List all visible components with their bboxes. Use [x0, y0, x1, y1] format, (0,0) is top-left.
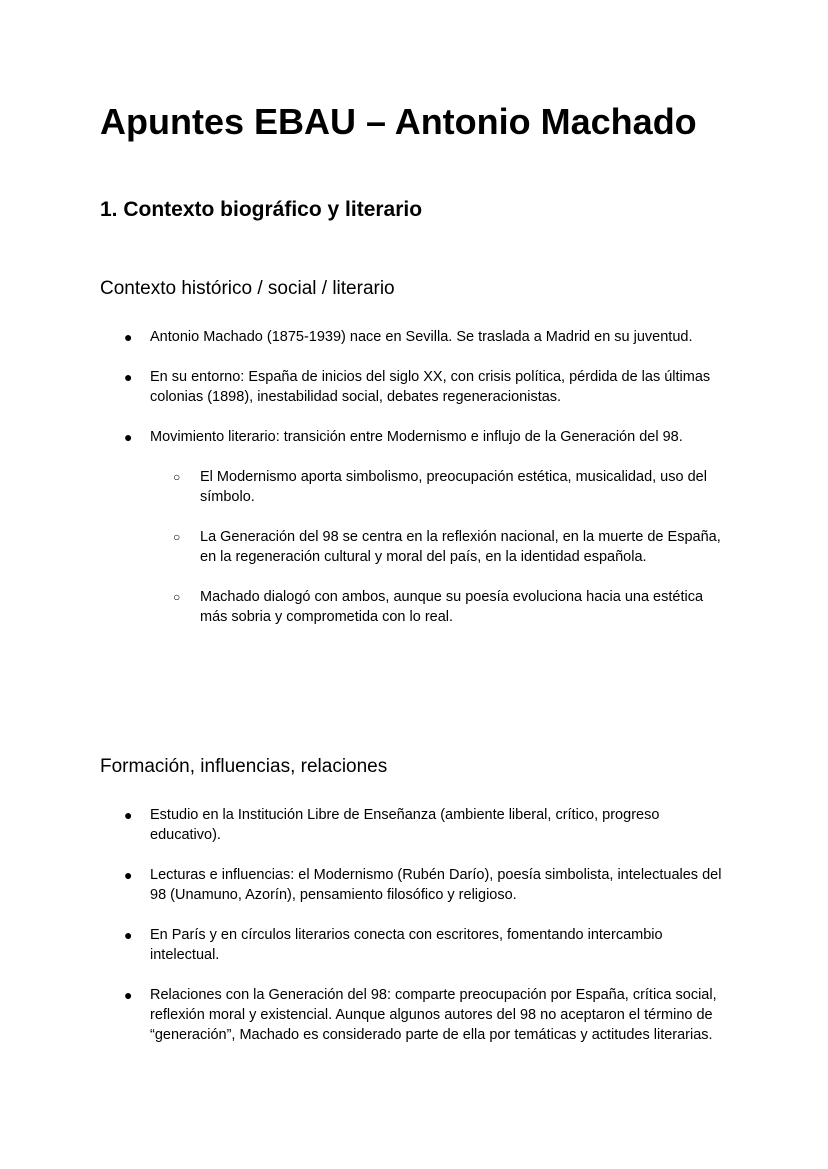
hollow-bullet-icon: ○: [173, 590, 181, 604]
sub-list-item: [0, 467, 725, 507]
subsection-heading-context: Contexto histórico / social / literario: [100, 278, 395, 299]
bullet-icon: ●: [124, 987, 133, 1003]
list-item-text: El Modernismo aporta simbolismo, preocupación estética, musicalidad, uso del símbolo.: [200, 469, 707, 505]
bullet-icon: ●: [124, 369, 133, 385]
list-item: [0, 427, 725, 447]
list-item-text: Lecturas e influencias: el Modernismo (Rubén Darío), poesía simbolista, intelectuales del 98 (Unamuno, Azorín), pensamiento filosófico y religioso.: [150, 867, 722, 903]
hollow-bullet-icon: ○: [173, 530, 181, 544]
list-item-text: Relaciones con la Generación del 98: comparte preocupación por España, crítica social, reflexión moral y existencial. Aunque algunos autores del 98 no aceptaron el término de “generación”, Machado es considerado parte de ella por temáticas y actitudes literarias.: [150, 987, 717, 1043]
list-item-text: Movimiento literario: transición entre Modernismo e influjo de la Generación del 98.: [150, 429, 683, 445]
list-item-text: La Generación del 98 se centra en la reflexión nacional, en la muerte de España, en la regeneración cultural y moral del país, en la identidad española.: [200, 529, 721, 565]
bullet-list-formation: [0, 805, 828, 1065]
bullet-icon: ●: [124, 867, 133, 883]
list-item-text: Machado dialogó con ambos, aunque su poesía evoluciona hacia una estética más sobria y comprometida con lo real.: [200, 589, 704, 625]
sub-list-item: [0, 527, 725, 567]
list-item: [0, 925, 725, 965]
list-item: [0, 327, 725, 347]
document-title: Apuntes EBAU – Antonio Machado: [100, 101, 697, 142]
list-item-text: En su entorno: España de inicios del siglo XX, con crisis política, pérdida de las últimas colonias (1898), inestabilidad social, debates regeneracionistas.: [150, 369, 711, 405]
list-item-text: Estudio en la Institución Libre de Enseñanza (ambiente liberal, crítico, progreso educativo).: [150, 807, 660, 843]
list-item: [0, 985, 725, 1045]
bullet-icon: ●: [124, 429, 133, 445]
section-heading: 1. Contexto biográfico y literario: [100, 198, 423, 221]
list-item-text: En París y en círculos literarios conecta con escritores, fomentando intercambio intelectual.: [150, 927, 663, 963]
list-item: [0, 805, 725, 845]
list-item-text: Antonio Machado (1875-1939) nace en Sevilla. Se traslada a Madrid en su juventud.: [150, 329, 693, 345]
bullet-icon: ●: [124, 927, 133, 943]
hollow-bullet-icon: ○: [173, 470, 181, 484]
bullet-icon: ●: [124, 807, 133, 823]
sub-list-item: [0, 587, 725, 627]
list-item: [0, 367, 725, 407]
list-item: [0, 865, 725, 905]
bullet-list-context: [0, 327, 828, 647]
subsection-heading-formation: Formación, influencias, relaciones: [100, 756, 388, 777]
bullet-icon: ●: [124, 329, 133, 345]
